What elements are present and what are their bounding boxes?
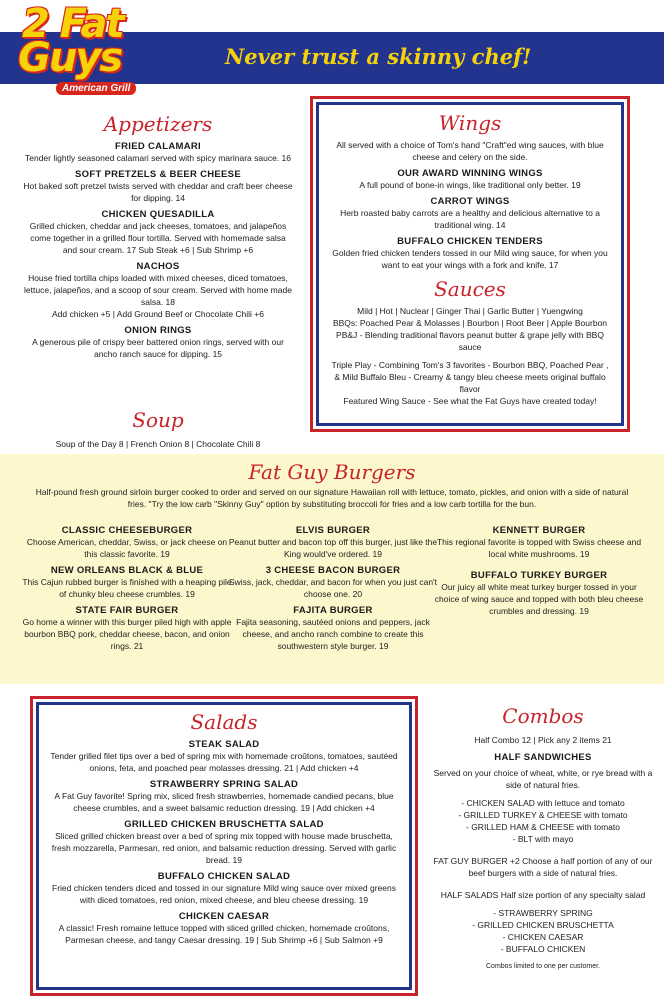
item-desc: Tender lightly seasoned calamari served with spicy marinara sauce. 16 xyxy=(25,153,291,163)
item-name: SOFT PRETZELS & BEER CHEESE xyxy=(75,169,241,180)
item-desc: This Cajun rubbed burger is finished with a heaping pile of chunky bleu cheese crumbles. 19 xyxy=(22,577,232,599)
item-desc: Peanut butter and bacon top off this burger, just like the King would've ordered. 19 xyxy=(228,537,438,559)
combos-half-salads: HALF SALADS Half size portion of any specialty salad xyxy=(440,890,646,900)
burgers-col-3 xyxy=(434,520,644,617)
combos-section xyxy=(432,704,654,970)
item-name: BUFFALO TURKEY BURGER xyxy=(470,570,608,581)
item-desc: Fried chicken tenders diced and tossed in our signature Mild wing sauce over mixed greens with diced tomatoes, red onion, mixed cheese, and bleu cheese dressing. 19 xyxy=(52,883,396,905)
burgers-intro: Half-pound fresh ground sirloin burger cooked to order and served on our signature Hawaiian roll with lettuce, tomato, pickles, and onion with a side of natural fries. "Try the low carb "Skinny Guy" option by substituting broccoli for fries and a low carb tortilla for the bun. xyxy=(35,487,629,509)
item-name: FAJITA BURGER xyxy=(293,605,373,616)
combos-fat-guy: FAT GUY BURGER +2 Choose a half portion of any of our beef burgers with a side of natural fries. xyxy=(433,856,653,878)
burgers-title: Fat Guy Burgers xyxy=(248,460,416,484)
logo xyxy=(12,1,172,96)
item-name: NACHOS xyxy=(136,261,180,272)
logo-line-2: Guys xyxy=(18,35,122,81)
item-desc: Choose American, cheddar, Swiss, or jack cheese on this classic favorite. 19 xyxy=(26,537,228,559)
item-name: STRAWBERRY SPRING SALAD xyxy=(149,779,299,790)
combos-hs-desc: Served on your choice of wheat, white, or rye bread with a side of natural fries. xyxy=(433,768,653,790)
wings-intro: All served with a choice of Tom's hand "Craft"ed wing sauces, with blue cheese and celery on the side. xyxy=(336,140,604,162)
logo-line-3: American Grill xyxy=(56,82,136,95)
combos-line: Half Combo 12 | Pick any 2 items 21 xyxy=(474,735,612,745)
item-desc: Golden fried chicken tenders tossed in our Mild wing sauce, for when you want to eat your wings with a fork and knife. 17 xyxy=(332,248,608,270)
list-item: - CHICKEN CAESAR xyxy=(502,932,584,942)
appetizers-section xyxy=(22,112,294,360)
item-desc: Fajita seasoning, sautéed onions and peppers, jack cheese, and ancho ranch combine to create this southwestern style burger. 19 xyxy=(236,617,430,651)
item-desc: Tender grilled filet tips over a bed of spring mix with homemade croûtons, tomatoes, sautéed onions, feta, and poached pear molasses dressing. 21 | Add chicken +4 xyxy=(50,751,398,773)
tagline: Never trust a skinny chef! xyxy=(225,44,532,69)
sauces-line: Triple Play - Combining Tom's 3 favorites - Bourbon BBQ, Poached Pear , & Mild Buffalo Bleu - Creamy & tangy bleu cheese meets original buffalo flavor xyxy=(331,360,609,394)
salads-title: Salads xyxy=(190,710,258,734)
list-item: - GRILLED TURKEY & CHEESE with tomato xyxy=(458,810,628,820)
combos-title: Combos xyxy=(502,704,584,728)
item-name: FRIED CALAMARI xyxy=(115,141,201,152)
salads-box xyxy=(30,696,418,996)
soup-line: Soup of the Day 8 | French Onion 8 | Chocolate Chili 8 xyxy=(55,439,261,449)
item-name: 3 CHEESE BACON BURGER xyxy=(265,565,401,576)
soup-title: Soup xyxy=(132,408,184,432)
sauces-title: Sauces xyxy=(434,277,506,301)
list-item: - CHICKEN SALAD with lettuce and tomato xyxy=(461,798,625,808)
item-name: KENNETT BURGER xyxy=(492,525,586,536)
item-desc: House fried tortilla chips loaded with mixed cheeses, diced tomatoes, lettuce, jalapeños, and a scoop of sour cream. Served with home made salsa. 18 xyxy=(24,273,292,307)
list-item: - GRILLED HAM & CHEESE with tomato xyxy=(466,822,620,832)
item-desc: Herb roasted baby carrots are a healthy and delicious alternative to a traditional wing. 14 xyxy=(340,208,600,230)
item-desc: This regional favorite is topped with Swiss cheese and local white mushrooms. 19 xyxy=(436,537,642,559)
item-name: CHICKEN CAESAR xyxy=(178,911,270,922)
combos-half-sandwiches: HALF SANDWICHES xyxy=(494,752,592,763)
item-name: CLASSIC CHEESEBURGER xyxy=(61,525,193,536)
item-name: STATE FAIR BURGER xyxy=(75,605,179,616)
wings-box xyxy=(310,96,630,432)
item-desc: Sliced grilled chicken breast over a bed of spring mix topped with house made bruschetta, fresh mozzarella, Parmesan, red onion, and balsamic reduction dressing. Served with garlic bread. 19 xyxy=(51,831,397,865)
sauces-line: Mild | Hot | Nuclear | Ginger Thai | Garlic Butter | Yuengwing xyxy=(357,306,583,316)
combos-fineprint: Combos limited to one per customer. xyxy=(486,963,600,970)
item-name: GRILLED CHICKEN BRUSCHETTA SALAD xyxy=(124,819,324,830)
item-desc: Hot baked soft pretzel twists served with cheddar and craft beer cheese for dipping. 14 xyxy=(23,181,293,203)
item-name: ONION RINGS xyxy=(124,325,192,336)
item-name: BUFFALO CHICKEN SALAD xyxy=(157,871,291,882)
item-name: BUFFALO CHICKEN TENDERS xyxy=(397,236,543,247)
list-item: - BUFFALO CHICKEN xyxy=(500,944,586,954)
item-desc: Go home a winner with this burger piled high with apple bourbon BBQ pork, cheddar cheese, bacon, and onion rings. 21 xyxy=(22,617,232,651)
item-addons: Add chicken +5 | Add Ground Beef or Chocolate Chili +6 xyxy=(51,309,264,319)
item-desc: Grilled chicken, cheddar and jack cheeses, tomatoes, and jalapeños come together in a grilled flour tortilla. Served with homemade salsa and sour cream. 17 Sub Steak +6 | Sub Shrimp +6 xyxy=(29,221,287,255)
sauces-line: Featured Wing Sauce - See what the Fat Guys have created today! xyxy=(343,396,597,406)
item-desc: A full pound of bone-in wings, like traditional only better. 19 xyxy=(359,180,581,190)
burgers-section xyxy=(0,454,664,684)
item-name: OUR AWARD WINNING WINGS xyxy=(397,168,543,179)
list-item: - STRAWBERRY SPRING xyxy=(493,908,593,918)
burgers-col-2 xyxy=(228,520,438,652)
item-desc: Swiss, jack, cheddar, and bacon for when you just can't choose one. 20 xyxy=(228,577,438,599)
item-desc: A generous pile of crispy beer battered onion rings, served with our ancho ranch sauce for dipping. 15 xyxy=(32,337,284,359)
sauces-line: BBQs: Poached Pear & Molasses | Bourbon | Root Beer | Apple Bourbon xyxy=(332,318,608,328)
list-item: - GRILLED CHICKEN BRUSCHETTA xyxy=(472,920,614,930)
appetizers-title: Appetizers xyxy=(103,112,213,136)
wings-title: Wings xyxy=(438,111,502,135)
logo-line-1: 2 Fat xyxy=(22,1,123,47)
item-desc: A Fat Guy favorite! Spring mix, sliced fresh strawberries, homemade candied pecans, blue cheese crumbles, and a sweet balsamic reduction dressing. 19 | Add chicken +4 xyxy=(54,791,394,813)
item-desc: A classic! Fresh romaine lettuce topped with sliced grilled chicken, homemade croûtons, Parmesan cheese, and tangy Caesar dressing. 19 | Sub Shrimp +6 | Sub Salmon +9 xyxy=(58,923,390,945)
item-name: CHICKEN QUESADILLA xyxy=(101,209,215,220)
item-desc: Our juicy all white meat turkey burger tossed in your choice of wing sauce and topped with both bleu cheese crumbles and dressing. 19 xyxy=(434,582,644,616)
item-name: CARROT WINGS xyxy=(430,196,510,207)
item-name: ELVIS BURGER xyxy=(295,525,371,536)
list-item: - BLT with mayo xyxy=(512,834,574,844)
item-name: STEAK SALAD xyxy=(188,739,260,750)
item-name: NEW ORLEANS BLACK & BLUE xyxy=(50,565,204,576)
burgers-col-1 xyxy=(22,520,232,652)
sauces-line: PB&J - Blending traditional flavors peanut butter & grape jelly with BBQ sauce xyxy=(336,330,604,352)
